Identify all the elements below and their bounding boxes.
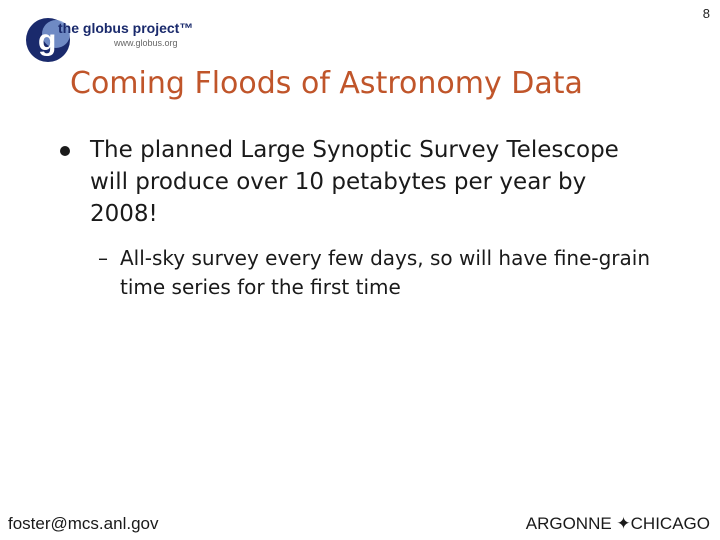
sub-bullet-item (98, 244, 678, 302)
dash-icon: – (98, 246, 108, 270)
sub-bullet-text: All-sky survey every few days, so will have fine-grain time series for the first time (120, 246, 651, 299)
bullet-item (60, 134, 660, 230)
logo-url: www.globus.org (114, 38, 178, 48)
globus-logo (20, 14, 194, 64)
svg-text:g: g (38, 24, 57, 57)
logo-title: the globus project™ (58, 20, 194, 36)
bullet-text: The planned Large Synoptic Survey Telescope will produce over 10 petabytes per year by 2008! (90, 137, 619, 227)
footer-institution: ARGONNE ✦CHICAGO (525, 514, 710, 533)
slide-number: 8 (702, 6, 710, 21)
bullet-dot-icon (60, 146, 70, 156)
footer-email: foster@mcs.anl.gov (8, 514, 159, 533)
slide-title: Coming Floods of Astronomy Data (70, 66, 583, 101)
